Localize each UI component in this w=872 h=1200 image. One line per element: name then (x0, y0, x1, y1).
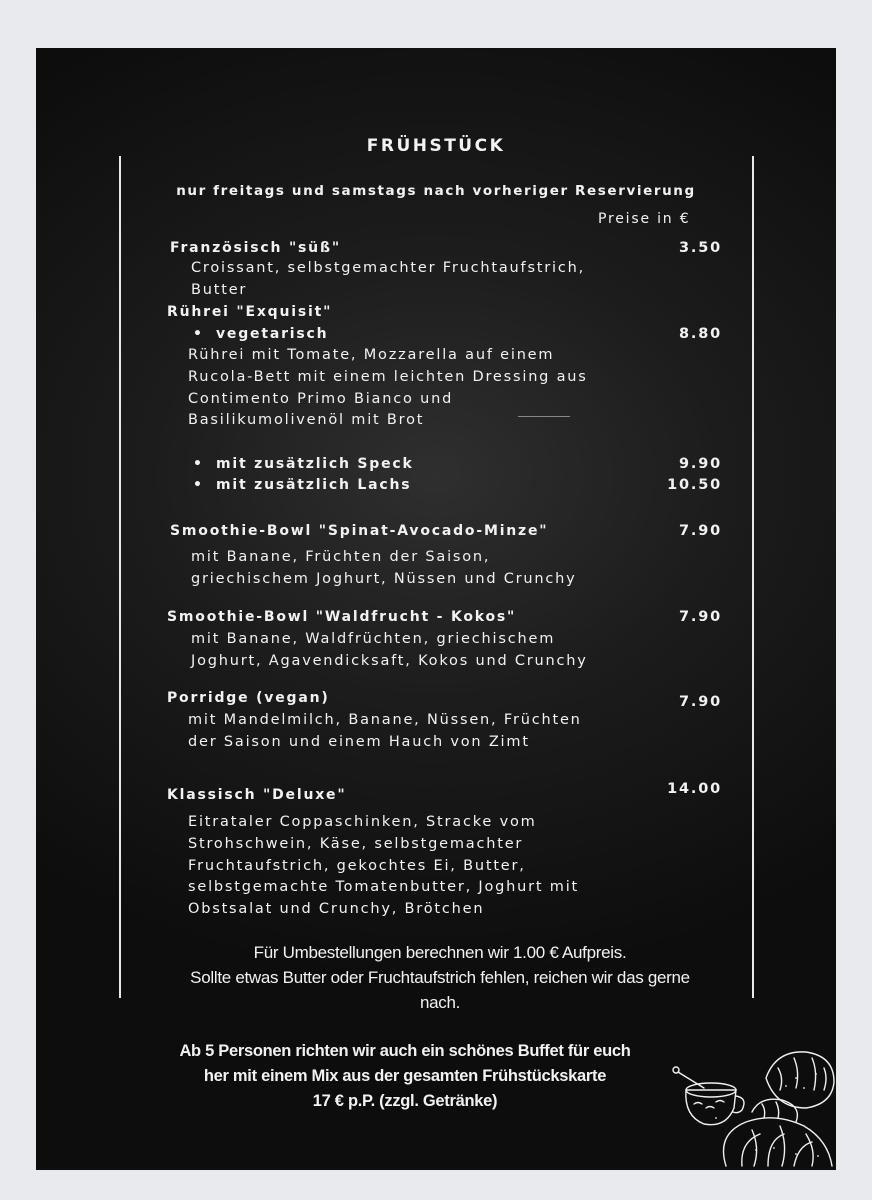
item-option-vegetarisch: • vegetarisch (216, 326, 328, 342)
left-border-line (119, 156, 121, 998)
menu-sheet (36, 48, 836, 1170)
item-price-spinat: 7.90 (679, 523, 722, 539)
item-desc-deluxe: Eitrataler Coppaschinken, Stracke vom Strohschwein, Käse, selbstgemachter Fruchtaufstrich, gekochtes Ei, Butter, selbstgemachte Tomatenbutter, Joghurt mit Obstsalat und Crunchy, Brötchen (188, 814, 580, 918)
currency-note: Preise in € (598, 211, 691, 227)
item-desc-spinat: mit Banane, Früchten der Saison, griechischem Joghurt, Nüssen und Crunchy (191, 549, 577, 587)
right-border-line (752, 156, 754, 998)
item-name-wald: Smoothie-Bowl "Waldfrucht - Kokos" (167, 609, 517, 625)
footer-notes: Für Umbestellungen berechnen wir 1.00 € Aufpreis. Sollte etwas Butter oder Fruchtaufstrich fehlen, reichen wir das gerne nach. (190, 943, 690, 1012)
croissant-bread-icon (656, 1038, 836, 1170)
item-name-franz: Französisch "süß" (170, 240, 341, 256)
item-price-franz: 3.50 (679, 240, 722, 256)
item-desc-franz: Croissant, selbstgemachter Fruchtaufstrich, Butter (191, 260, 586, 298)
item-desc-porridge: mit Mandelmilch, Banane, Nüssen, Früchten der Saison und einem Hauch von Zimt (188, 712, 582, 750)
item-option-speck: • mit zusätzlich Speck (216, 456, 414, 472)
item-desc-ruehrei: Rührei mit Tomate, Mozzarella auf einem Rucola-Bett mit einem leichten Dressing aus Contimento Primo Bianco und Basilikumolivenöl mit Brot (188, 347, 588, 429)
divider-mark (518, 416, 570, 417)
item-price-porridge: 7.90 (679, 694, 722, 710)
item-name-deluxe: Klassisch "Deluxe" (167, 787, 347, 803)
item-name-ruehrei: Rührei "Exquisit" (167, 304, 333, 320)
page-title: FRÜHSTÜCK (366, 136, 506, 156)
item-price-vegetarisch: 8.80 (679, 326, 722, 342)
buffet-note: Ab 5 Personen richten wir auch ein schönes Buffet für euch her mit einem Mix aus der gesamten Frühstückskarte 17 € p.P. (zzgl. Getränke) (179, 1042, 631, 1110)
reservation-note: nur freitags und samstags nach vorheriger Reservierung (176, 183, 696, 199)
item-price-lachs: 10.50 (667, 477, 722, 493)
item-price-deluxe: 14.00 (667, 781, 722, 797)
item-price-speck: 9.90 (679, 456, 722, 472)
item-name-porridge: Porridge (vegan) (167, 690, 330, 706)
item-name-spinat: Smoothie-Bowl "Spinat-Avocado-Minze" (170, 523, 549, 539)
item-option-lachs: • mit zusätzlich Lachs (216, 477, 411, 493)
item-price-wald: 7.90 (679, 609, 722, 625)
item-desc-wald: mit Banane, Waldfrüchten, griechischem Joghurt, Agavendicksaft, Kokos und Crunchy (191, 631, 588, 669)
